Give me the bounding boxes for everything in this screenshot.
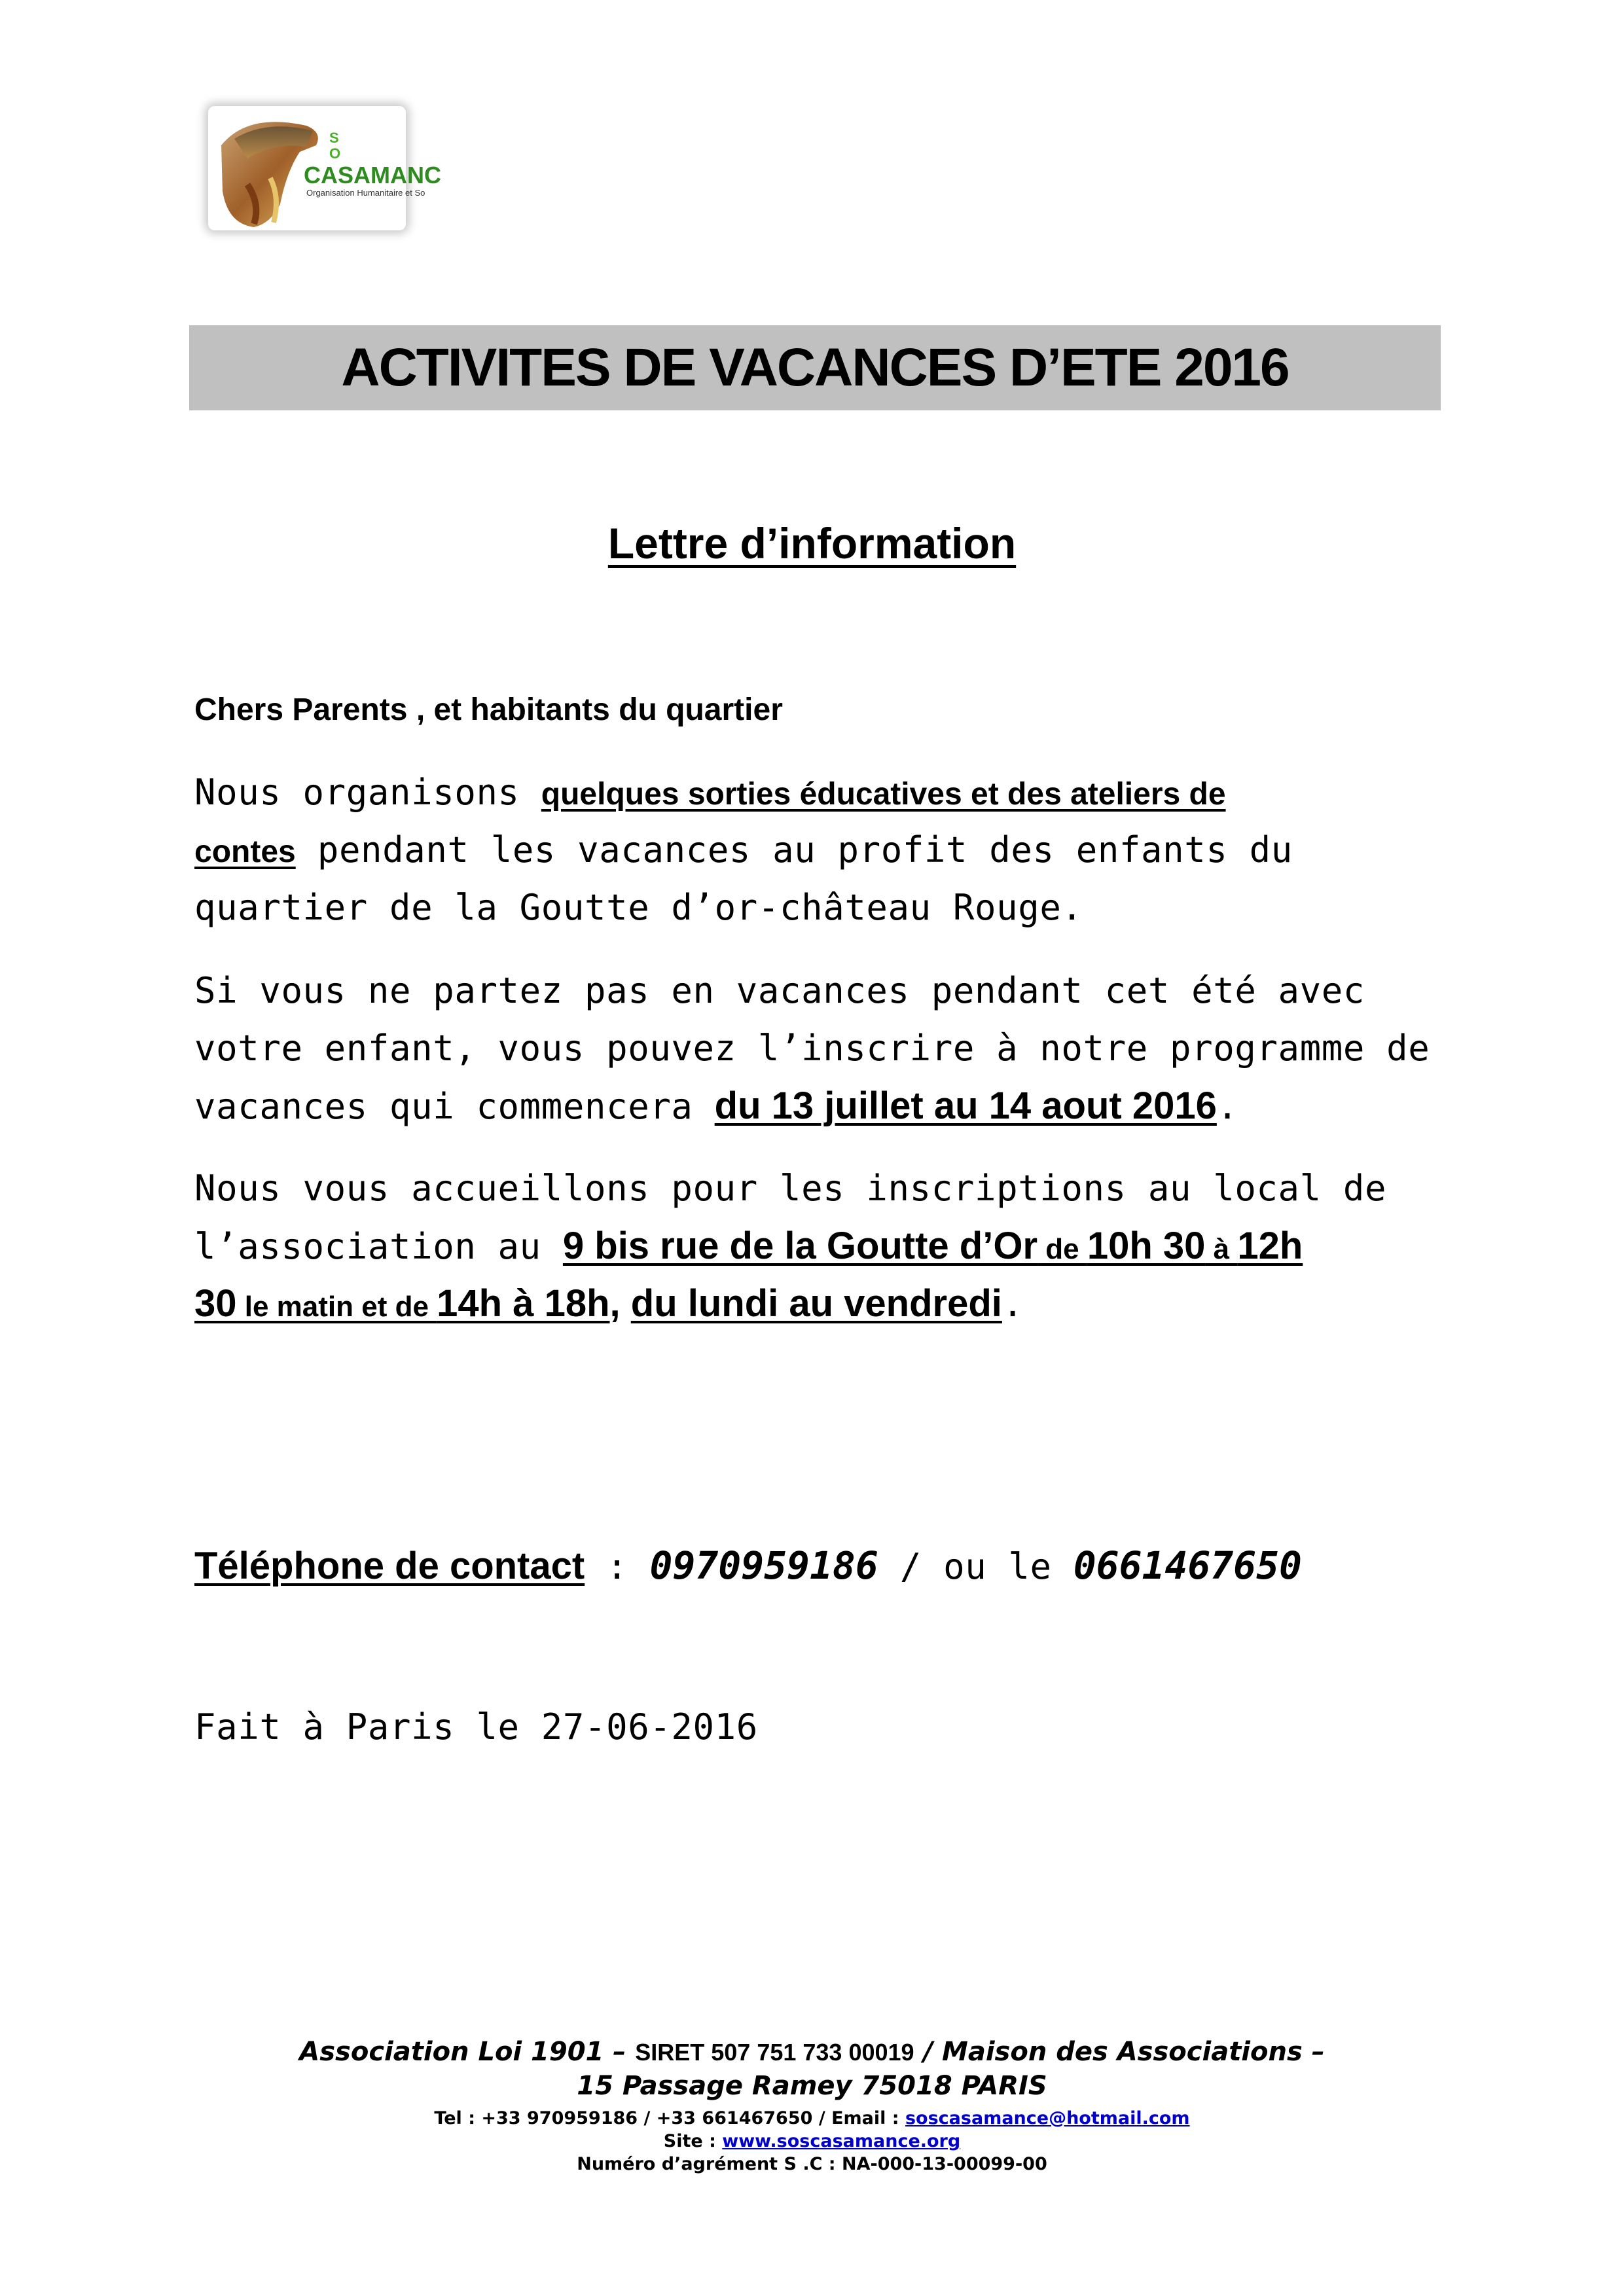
logo [208, 106, 441, 230]
logo-letter-s: S [329, 130, 339, 146]
footer-line-4 [0, 2130, 1624, 2153]
p3-intro: l’association au [194, 1226, 563, 1267]
paragraph-1-line-1 [194, 764, 1226, 823]
p1-highlight-contes: contes [194, 834, 296, 869]
paragraph-2-line-3 [194, 1077, 1238, 1136]
logo-subtitle: Organisation Humanitaire et So [306, 188, 425, 198]
paragraph-1-line-2 [194, 821, 1293, 881]
letter-subtitle: Lettre d’information [607, 519, 1017, 567]
contact-phone-2: 0661467650 [1073, 1543, 1302, 1588]
footer-line-3 [0, 2108, 1624, 2130]
p3-a: à [1205, 1233, 1238, 1265]
p3-end: . [1001, 1283, 1024, 1325]
p3-comma: , [609, 1282, 631, 1325]
greeting: Chers Parents , et habitants du quartier [194, 692, 783, 727]
p3-time-afternoon: 14h à 18h [437, 1282, 610, 1325]
p2-intro: vacances qui commencera [194, 1086, 715, 1127]
footer-site-link[interactable]: www.soscasamance.org [722, 2131, 961, 2151]
paragraph-2-line-2: votre enfant, vous pouvez l’inscrire à notre programme de [194, 1028, 1430, 1069]
footer-tel: Tel : +33 970959186 / +33 661467650 / Email : [434, 2108, 905, 2128]
footer-siret: SIRET 507 751 733 00019 [635, 2039, 914, 2066]
p3-address: 9 bis rue de la Goutte d’Or [562, 1225, 1038, 1267]
p2-dates: du 13 juillet au 14 aout 2016 [714, 1085, 1217, 1127]
contact-or: / ou le [878, 1546, 1074, 1587]
p3-time-end: 12h [1237, 1225, 1303, 1267]
contact-sep: : [585, 1546, 650, 1587]
contact-label: Téléphone de contact [194, 1545, 585, 1587]
paragraph-3-line-2 [194, 1217, 1303, 1278]
p3-time-end-min: 30 [194, 1282, 237, 1325]
p1-rest: pendant les vacances au profit des enfants du [295, 829, 1293, 870]
p3-matin: le matin et de [236, 1291, 437, 1323]
paragraph-3-line-1: Nous vous accueillons pour les inscriptions au local de [194, 1168, 1387, 1209]
contact-line [194, 1535, 1302, 1597]
logo-letter-o: O [329, 145, 341, 162]
page-title: ACTIVITES DE VACANCES D’ETE 2016 [341, 338, 1289, 397]
p3-days: du lundi au vendredi [630, 1282, 1002, 1325]
footer-maison: / Maison des Associations – [914, 2037, 1325, 2067]
footer-address: 15 Passage Ramey 75018 PARIS [577, 2071, 1047, 2101]
p1-highlight-activities: quelques sorties éducatives et des ateliers de [541, 777, 1226, 812]
p3-de: de [1038, 1233, 1087, 1265]
footer-line-1 [0, 2036, 1624, 2069]
contact-phone-1: 0970959186 [649, 1543, 878, 1588]
p2-end: . [1216, 1086, 1238, 1127]
footer-email-link[interactable]: soscasamance@hotmail.com [905, 2108, 1190, 2128]
footer-association: Association Loi 1901 – [299, 2037, 636, 2067]
paragraph-1-line-3: quartier de la Goutte d’or-château Rouge. [194, 887, 1083, 928]
footer-site-label: Site : [663, 2131, 723, 2151]
footer-agrement: Numéro d’agrément S .C : NA-000-13-00099-00 [577, 2154, 1047, 2174]
p1-intro: Nous organisons [194, 772, 541, 813]
paragraph-2-line-1: Si vous ne partez pas en vacances pendant cet été avec [194, 970, 1365, 1011]
p3-time-start: 10h 30 [1087, 1225, 1206, 1267]
signature-date: Fait à Paris le 27-06-2016 [194, 1706, 758, 1748]
paragraph-3-line-3 [194, 1275, 1024, 1336]
logo-name: CASAMANC [304, 162, 441, 188]
